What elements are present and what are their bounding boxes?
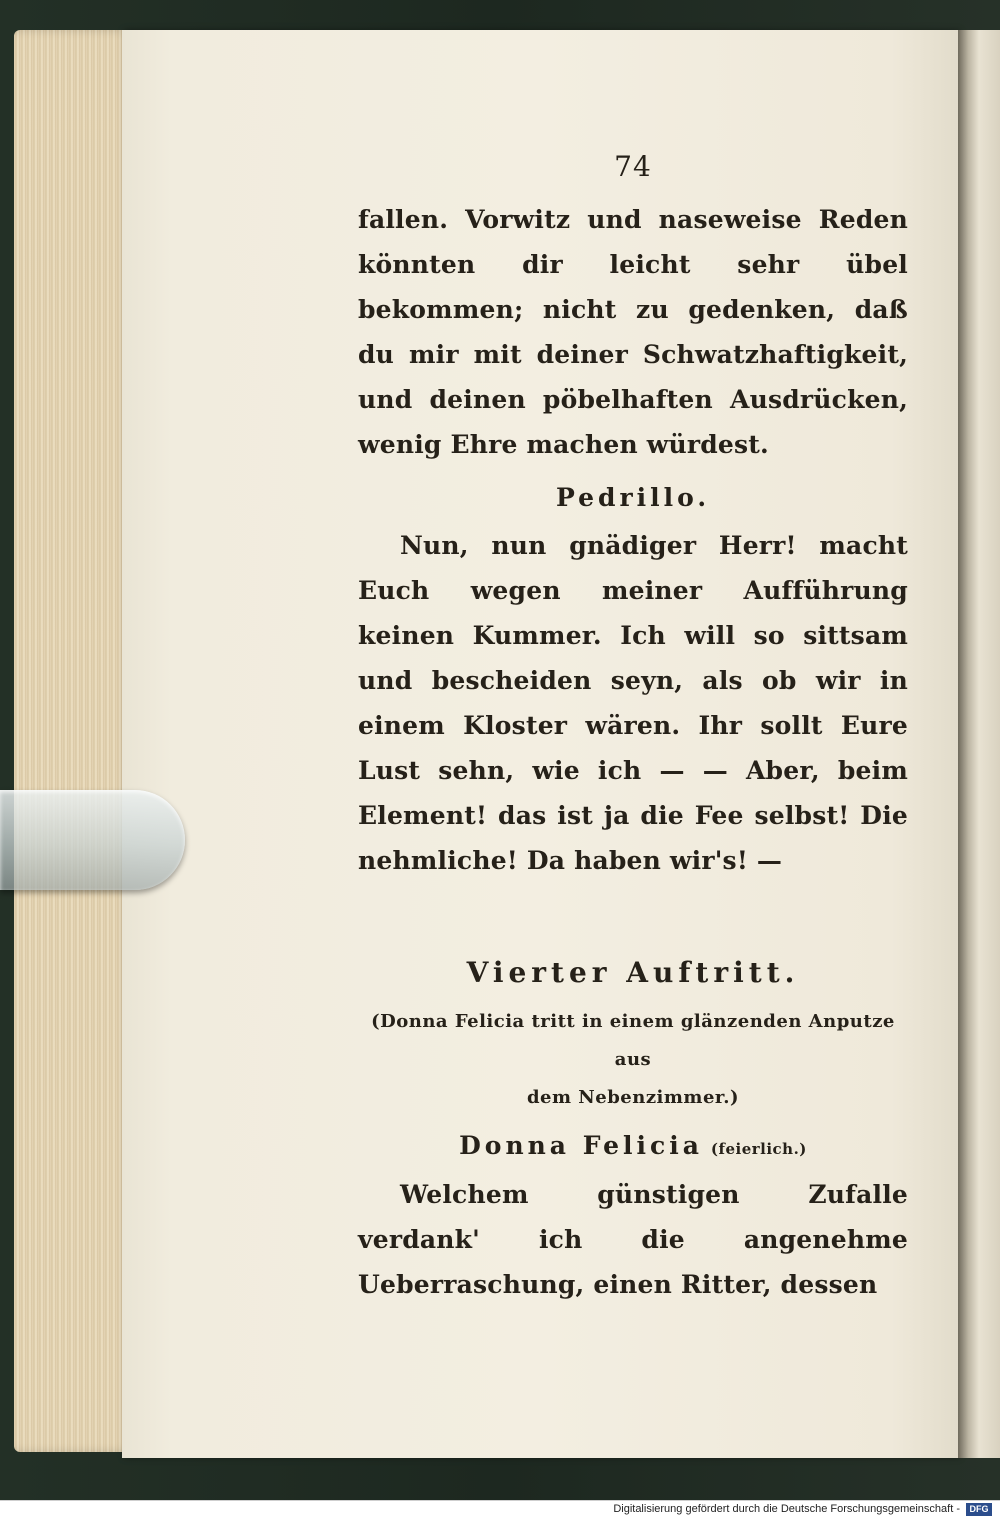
stage-direction: [358, 1003, 908, 1117]
stage-direction-line-2: dem Nebenzimmer.): [526, 1087, 740, 1108]
paragraph-3: Welchem günstigen Zufalle verdank' ich die angenehme Ueberraschung, einen Ritter, dessen: [358, 1180, 908, 1299]
stage-direction-line-1: (Donna Felicia tritt in einem glänzenden Anputze aus: [371, 1011, 895, 1070]
page-number: 74: [614, 150, 652, 183]
facing-page-strip: [958, 30, 1000, 1458]
page-holder-clip: [0, 790, 185, 890]
paragraph-1: fallen. Vorwitz und naseweise Reden könnten dir leicht sehr übel bekommen; nicht zu gedenken, daß du mir mit deiner Schwatzhaftigkeit, und deinen pöbelhaften Ausdrücken, wenig Ehre machen würdest.: [358, 205, 908, 459]
page-text-block: [358, 150, 908, 1307]
footer-bar: [0, 1500, 1000, 1519]
dfg-logo: DFG: [966, 1503, 992, 1516]
footer-credit: Digitalisierung gefördert durch die Deutsche Forschungsgemeinschaft -: [613, 1503, 960, 1515]
paragraph-2: Nun, nun gnädiger Herr! macht Euch wegen meiner Aufführung keinen Kummer. Ich will so sittsam und bescheiden seyn, als ob wir in einem Kloster wären. Ihr sollt Eure Lust sehn, wie ich — — Aber, beim Element! das ist ja die Fee selbst! Die nehmliche! Da haben wir's! —: [358, 531, 908, 875]
scene-heading: Vierter Auftritt.: [466, 956, 800, 989]
speaker-name: Donna Felicia: [459, 1131, 703, 1160]
speaker-manner: (feierlich.): [710, 1140, 807, 1158]
speaker-pedrillo: Pedrillo.: [555, 483, 711, 512]
speaker-donna-felicia: [358, 1123, 908, 1172]
